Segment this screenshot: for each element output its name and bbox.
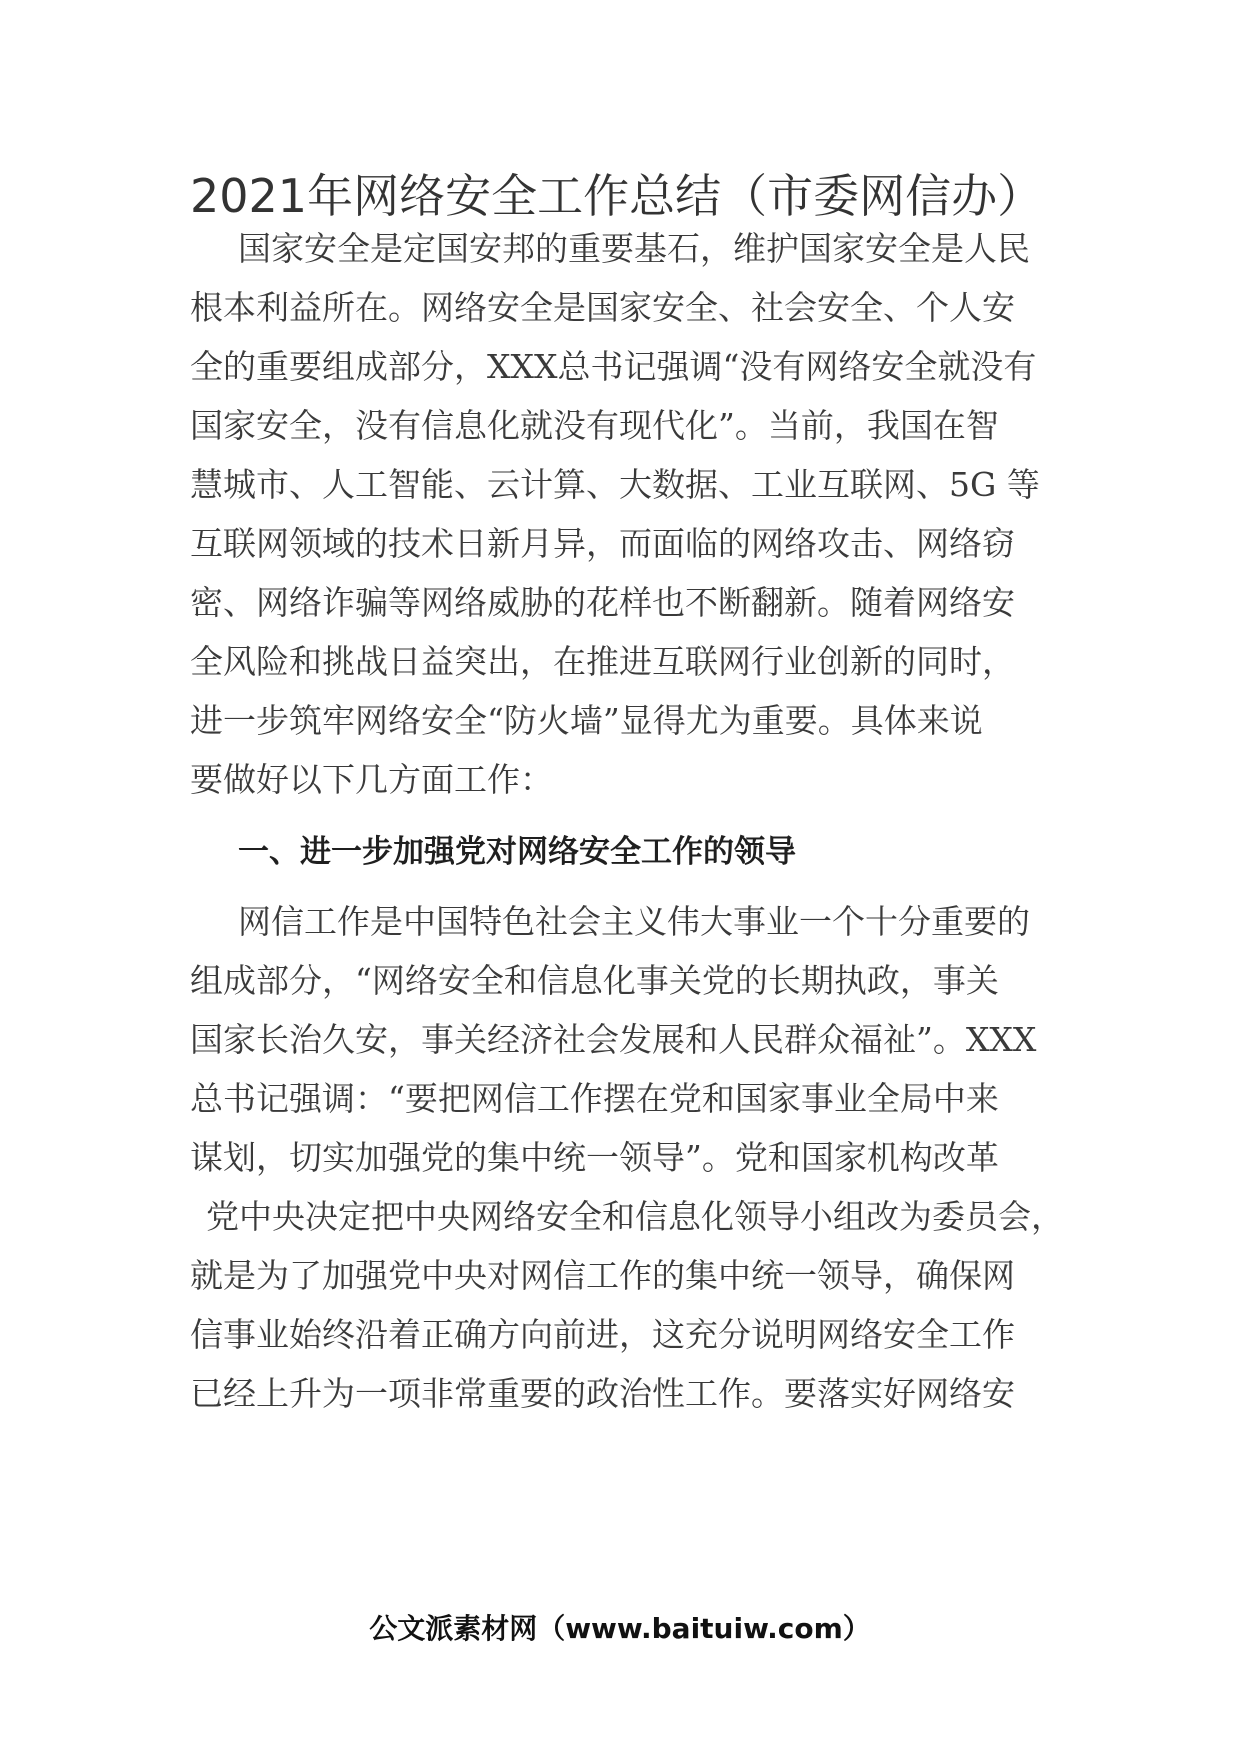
- paragraph-line: 密、网络诈骗等网络威胁的花样也不断翻新。随着网络安: [190, 583, 1015, 622]
- paragraph-line: 根本利益所在。网络安全是国家安全、社会安全、个人安: [190, 288, 1015, 327]
- paragraph-line: 要做好以下几方面工作：: [190, 760, 553, 799]
- paragraph-line: 互联网领域的技术日新月异，而面临的网络攻击、网络窃: [190, 524, 1015, 563]
- paragraph-line: 组成部分，“网络安全和信息化事关党的长期执政，事关: [190, 961, 999, 1000]
- paragraph-line: 国家长治久安，事关经济社会发展和人民群众福祉”。XXX: [190, 1020, 1037, 1059]
- footer-source-text: 公文派素材网（www.baituiw.com）: [369, 1612, 871, 1645]
- paragraph-line: 就是为了加强党中央对网信工作的集中统一领导，确保网: [190, 1256, 1015, 1295]
- paragraph-line: 国家安全，没有信息化就没有现代化”。当前，我国在智: [190, 406, 999, 445]
- section-heading: 一、进一步加强党对网络安全工作的领导: [238, 834, 796, 870]
- paragraph-line: 党中央决定把中央网络安全和信息化领导小组改为委员会，: [206, 1197, 1064, 1236]
- paragraph-line: 网信工作是中国特色社会主义伟大事业一个十分重要的: [238, 902, 1030, 941]
- paragraph-line: 进一步筑牢网络安全“防火墙”显得尤为重要。具体来说: [190, 701, 983, 740]
- document-title: 2021年网络安全工作总结（市委网信办）: [190, 169, 1044, 223]
- paragraph-line: 总书记强调：“要把网信工作摆在党和国家事业全局中来: [190, 1079, 999, 1118]
- paragraph-line: 全的重要组成部分，XXX总书记强调“没有网络安全就没有: [190, 347, 1037, 386]
- paragraph-line: 国家安全是定国安邦的重要基石，维护国家安全是人民: [238, 229, 1030, 268]
- paragraph-line: 全风险和挑战日益突出，在推进互联网行业创新的同时，: [190, 642, 1015, 681]
- paragraph-line: 慧城市、人工智能、云计算、大数据、工业互联网、5G 等: [190, 465, 1040, 504]
- paragraph-line: 谋划，切实加强党的集中统一领导”。党和国家机构改革: [190, 1138, 999, 1177]
- paragraph-line: 已经上升为一项非常重要的政治性工作。要落实好网络安: [190, 1374, 1015, 1413]
- paragraph-line: 信事业始终沿着正确方向前进，这充分说明网络安全工作: [190, 1315, 1015, 1354]
